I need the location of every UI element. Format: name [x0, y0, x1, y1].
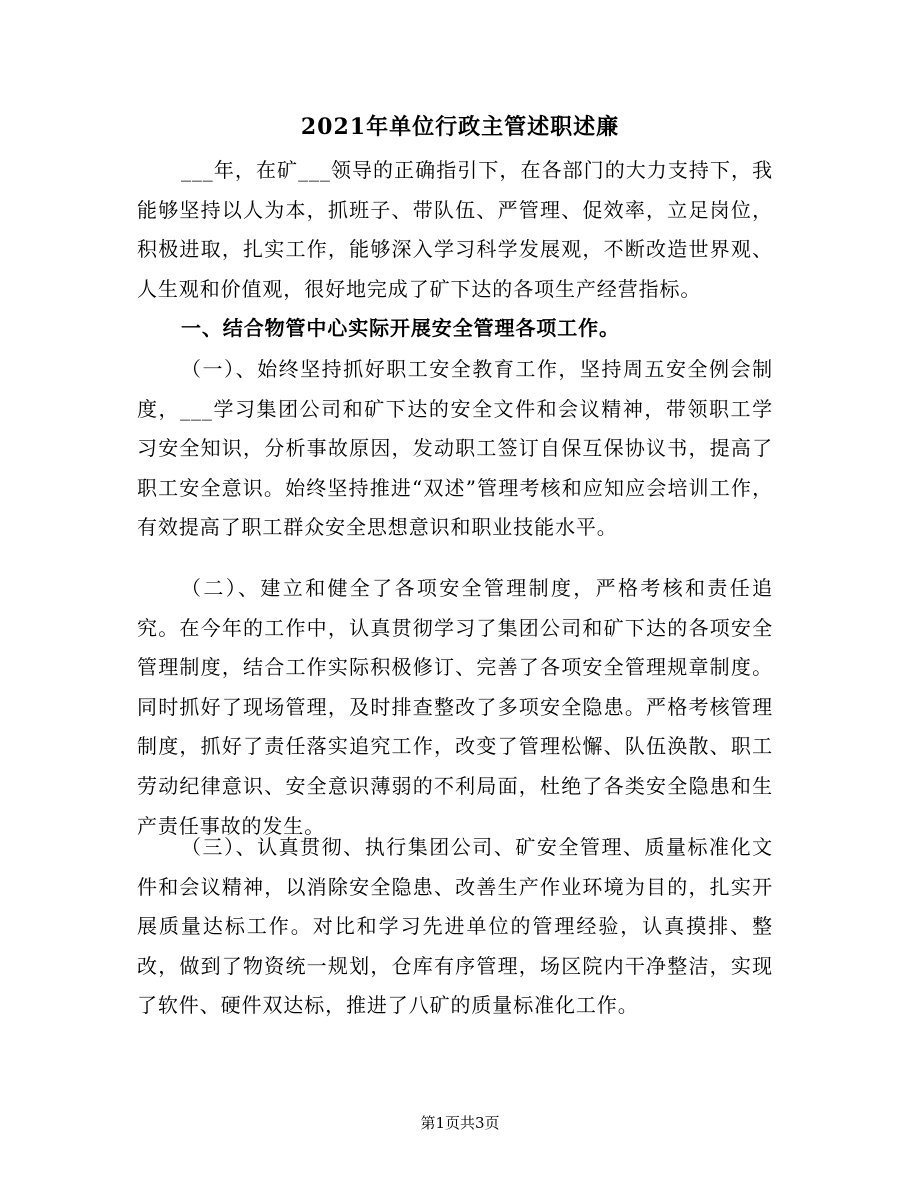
page-number-footer: 第1页共3页 [420, 1114, 500, 1132]
paragraph-safety-education: （一）、始终坚持抓好职工安全教育工作，坚持周五安全例会制度，___学习集团公司和矿下达的安全文件和会议精神，带领职工学习安全知识，分析事故原因，发动职工签订自保互保协议书，提高了职工安全意识。始终坚持推进“双述”管理考核和应知应会培训工作，有效提高了职工群众安全思想意识和职业技能水平。 [137, 357, 773, 540]
intro-paragraph: ___年，在矿___领导的正确指引下，在各部门的大力支持下，我能够坚持以人为本，抓班子、带队伍、严管理、促效率，立足岗位，积极进取，扎实工作，能够深入学习科学发展观，不断改造世界观、人生观和价值观，很好地完成了矿下达的各项生产经营指标。 [137, 158, 773, 301]
paragraph-safety-rules: （二）、建立和健全了各项安全管理制度，严格考核和责任追究。在今年的工作中，认真贯彻学习了集团公司和矿下达的各项安全管理制度，结合工作实际积极修订、完善了各项安全管理规章制度。同时抓好了现场管理，及时排查整改了多项安全隐患。严格考核管理制度，抓好了责任落实追究工作，改变了管理松懈、队伍涣散、职工劳动纪律意识、安全意识薄弱的不利局面，杜绝了各类安全隐患和生产责任事故的发生。 [137, 576, 773, 838]
section-heading: 一、结合物管中心实际开展安全管理各项工作。 [181, 316, 620, 340]
paragraph-quality-standards: （三）、认真贯彻、执行集团公司、矿安全管理、质量标准化文件和会议精神，以消除安全隐患、改善生产作业环境为目的，扎实开展质量达标工作。对比和学习先进单位的管理经验，认真摸排、整改，做到了物资统一规划，仓库有序管理，场区院内干净整洁，实现了软件、硬件双达标，推进了八矿的质量标准化工作。 [137, 835, 773, 1018]
document-title: 2021年单位行政主管述职述廉 [300, 114, 620, 140]
